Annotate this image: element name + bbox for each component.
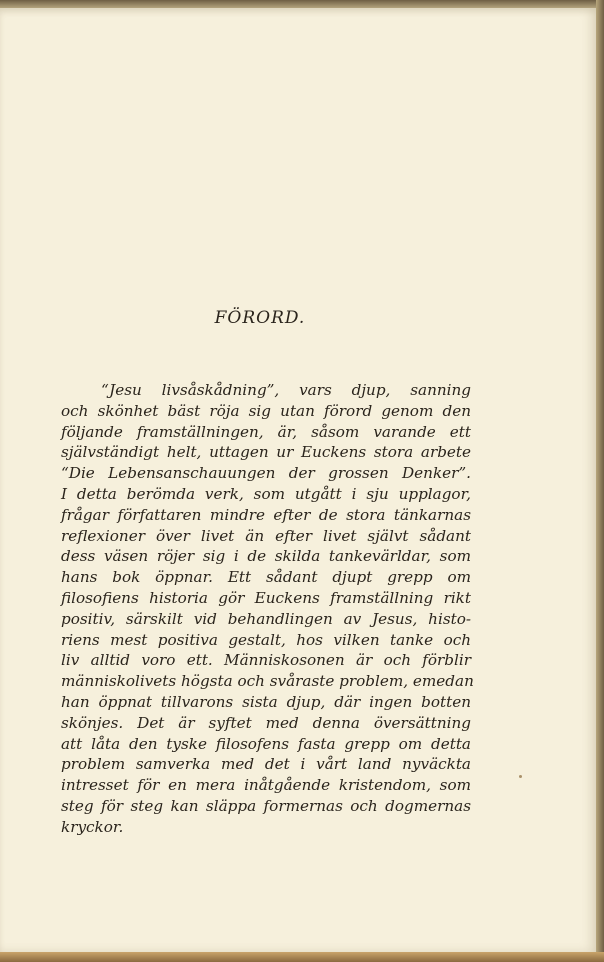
text-line: han öppnat tillvarons sista djup, där ingen botten [61,692,471,711]
text-line: reflexioner över livet än efter livet självt sådant [61,526,471,545]
text-line: liv alltid voro ett. Människosonen är och förblir [61,651,471,670]
book-right-edge [596,0,604,962]
text-line: problem samverka med det i vårt land nyväckta [61,755,471,774]
text-line: “Die Lebensanschauungen der grossen Denker”. [61,464,471,483]
text-line: dess väsen röjer sig i de skilda tankevärldar, som [61,547,471,566]
page-title: FÖRORD. [214,308,306,328]
text-line: filosofiens historia gör Euckens framställning rikt [61,588,471,607]
book-bottom-edge [0,952,604,962]
text-line: riens mest positiva gestalt, hos vilken tanke och [61,630,471,649]
text-line: skönjes. Det är syftet med denna översättning [61,713,471,732]
body-paragraph [61,380,474,838]
book-top-edge [0,0,604,8]
text-line: “Jesu livsåskådning”, vars djup, sanning [101,381,471,399]
text-line: och skönhet bäst röja sig utan förord genom den [61,401,471,420]
text-line: positiv, särskilt vid behandlingen av Jesus, histo- [61,609,471,628]
text-line: människolivets högsta och svåraste problem, emedan [61,672,474,691]
text-line: följande framställningen, är, såsom varande ett [61,422,471,441]
text-line: frågar författaren mindre efter de stora tänkarnas [61,505,471,524]
paper-speck [519,775,522,778]
text-line: I detta berömda verk, som utgått i sju upplagor, [61,484,471,503]
text-line: kryckor. [61,817,124,836]
text-line: intresset för en mera inåtgående kristendom, som [61,776,471,795]
text-line: självständigt helt, uttagen ur Euckens stora arbete [61,443,471,462]
text-line: hans bok öppnar. Ett sådant djupt grepp om [61,568,471,587]
text-line: steg för steg kan släppa formernas och dogmernas [61,796,471,815]
text-line: att låta den tyske filosofens fasta grepp om detta [61,734,471,753]
